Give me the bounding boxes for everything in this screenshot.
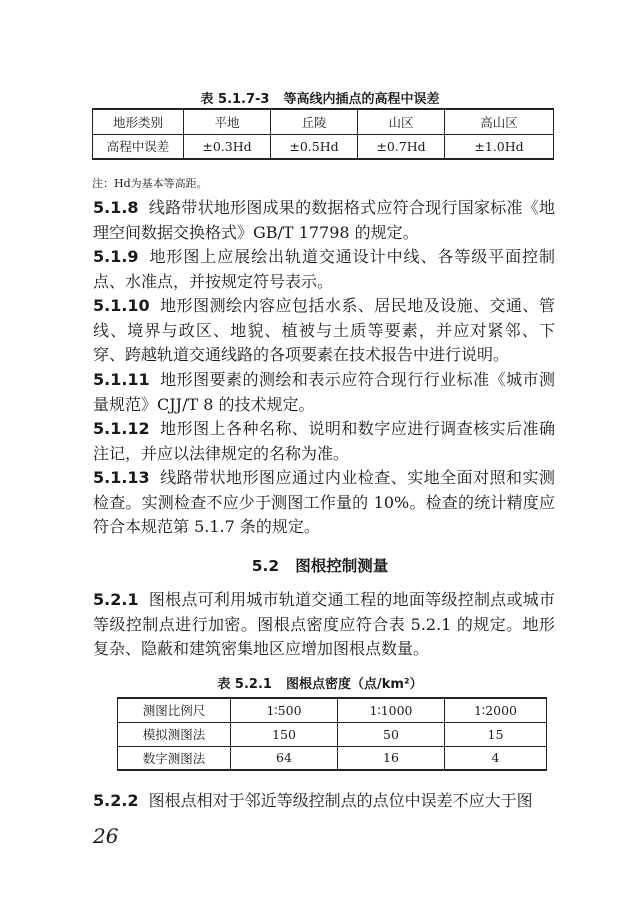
clause-text: 图根点相对于邻近等级控制点的点位中误差不应大于图 [148,791,533,810]
section-heading [0,554,640,576]
table2-cell: 150 [231,722,338,746]
table2-number: 表 5.2.1 [217,677,272,692]
clause-5-1-12 [93,417,555,466]
table1-caption [0,88,640,107]
table2-row [118,746,547,770]
clause-5-1-8 [93,196,555,245]
table1-number: 表 5.1.7-3 [200,92,270,107]
clause-number: 5.2.2 [93,791,139,810]
table1-header-cell: 山区 [358,109,445,134]
table2-cell: 模拟测图法 [118,722,231,746]
clause-number: 5.1.11 [93,370,150,389]
clause-text: 地形图上应展绘出轨道交通设计中线、各等级平面控制点、水准点，并按规定符号表示。 [93,247,555,291]
table2-header-cell: 1∶1000 [338,698,445,722]
table1-header-cell: 丘陵 [271,109,358,134]
clause-text: 地形图测绘内容应包括水系、居民地及设施、交通、管线、境界与政区、地貌、植被与土质等要素，并应对紧邻、下穿、跨越轨道交通线路的各项要素在技术报告中进行说明。 [93,296,555,364]
table2-cell: 15 [445,722,547,746]
table2-header-cell: 1∶500 [231,698,338,722]
clause-5-1-11 [93,368,555,417]
table2-header-row [118,698,547,722]
clause-5-1-9 [93,245,555,294]
clause-number: 5.1.8 [93,198,139,217]
clause-text: 图根点可利用城市轨道交通工程的地面等级控制点或城市等级控制点进行加密。图根点密度应符合表 5.2.1 的规定。地形复杂、隐蔽和建筑密集地区应增加图根点数量。 [93,590,555,658]
table2-cell: 数字测图法 [118,746,231,770]
clause-text: 地形图上各种名称、说明和数字应进行调查核实后准确注记，并应以法律规定的名称为准。 [93,419,555,463]
table1-title: 等高线内插点的高程中误差 [283,92,440,107]
table1-cell: 高程中误差 [93,134,184,159]
table2-row [118,722,547,746]
table1-header-cell: 高山区 [445,109,554,134]
clause-number: 5.1.12 [93,419,150,438]
clause-number: 5.1.9 [93,247,139,266]
table2-cell: 50 [338,722,445,746]
table2-cell: 64 [231,746,338,770]
table2-cell: 4 [445,746,547,770]
clause-5-1-13 [93,466,555,540]
table2 [117,697,547,771]
table1-header-cell: 平地 [184,109,271,134]
table1-data-row [93,134,554,159]
section-title: 图根控制测量 [295,557,389,575]
table1 [92,108,554,160]
table1-cell: ±0.7Hd [358,134,445,159]
clause-5-2-1 [93,588,555,662]
clause-number: 5.2.1 [93,590,139,609]
table1-header-cell: 地形类别 [93,109,184,134]
clause-text: 地形图要素的测绘和表示应符合现行行业标准《城市测量规范》CJJ/T 8 的技术规定。 [93,370,555,414]
clause-text: 线路带状地形图应通过内业检查、实地全面对照和实测检查。实测检查不应少于测图工作量的 10%。检查的统计精度应符合本规范第 5.1.7 条的规定。 [93,468,555,536]
table2-title: 图根点密度（点/km²） [285,677,423,692]
table2-cell: 16 [338,746,445,770]
table2-header-cell: 测图比例尺 [118,698,231,722]
table1-header-row [93,109,554,134]
section-number: 5.2 [251,557,280,575]
table1-cell: ±0.3Hd [184,134,271,159]
clause-number: 5.1.13 [93,468,150,487]
table1-note: 注：Hd为基本等高距。 [92,177,208,190]
clause-text: 线路带状地形图成果的数据格式应符合现行国家标准《地理空间数据交换格式》GB/T 17798 的规定。 [93,198,555,242]
table2-caption [0,673,640,692]
table1-cell: ±1.0Hd [445,134,554,159]
table2-header-cell: 1∶2000 [445,698,547,722]
clause-5-2-2 [93,789,555,814]
table1-cell: ±0.5Hd [271,134,358,159]
clause-5-1-10 [93,294,555,368]
clause-number: 5.1.10 [93,296,150,315]
page-number: 26 [93,824,119,848]
